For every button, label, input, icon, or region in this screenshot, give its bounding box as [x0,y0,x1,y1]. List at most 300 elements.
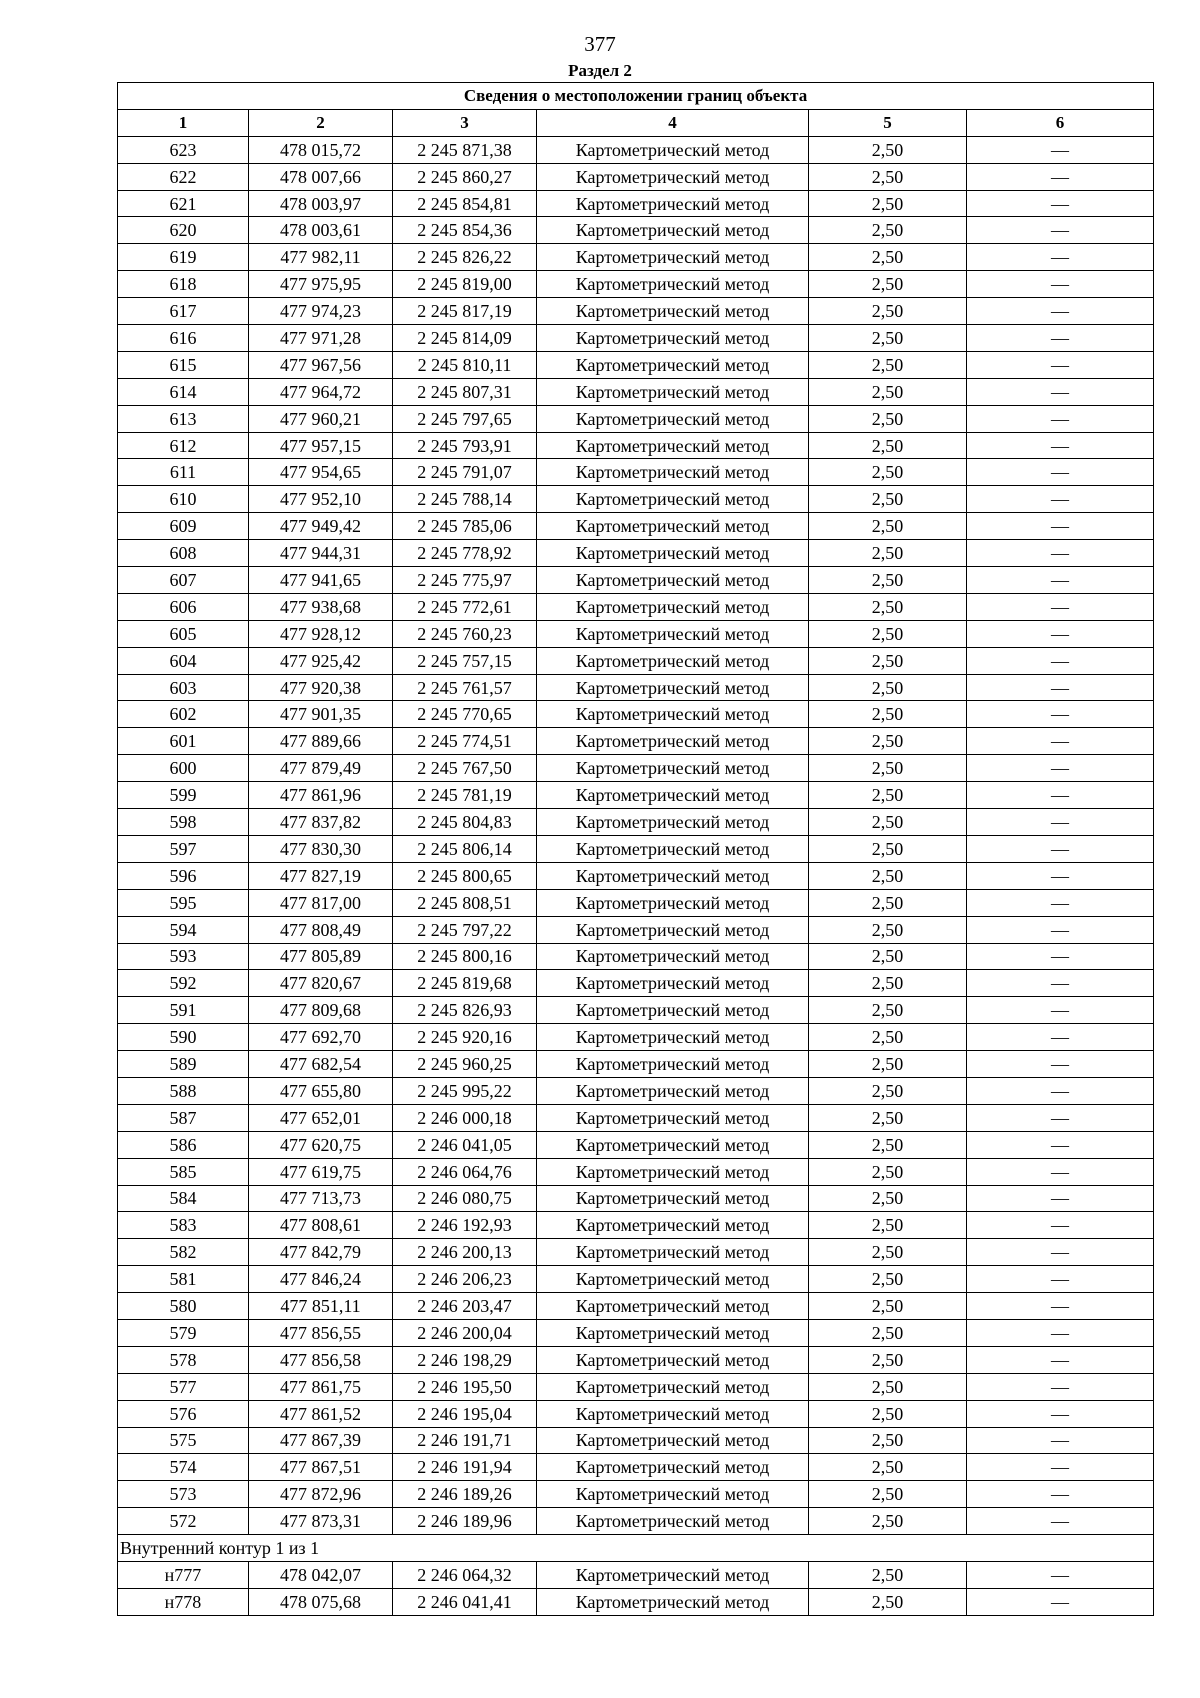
table-cell: 477 957,15 [249,432,393,459]
table-cell: 477 809,68 [249,997,393,1024]
table-cell: 2 245 920,16 [393,1024,537,1051]
table-cell: 2 245 817,19 [393,298,537,325]
table-row [118,647,1154,674]
table-cell: — [967,378,1154,405]
table-row [118,728,1154,755]
table-cell: 477 928,12 [249,620,393,647]
table-cell: 477 974,23 [249,298,393,325]
table-cell: 477 846,24 [249,1266,393,1293]
table-cell: 2 245 814,09 [393,325,537,352]
column-header: 6 [967,109,1154,136]
table-cell: 2,50 [809,1131,967,1158]
table-cell: 2 245 788,14 [393,486,537,513]
table-cell: 601 [118,728,249,755]
table-cell: 477 925,42 [249,647,393,674]
table-cell: 597 [118,835,249,862]
table-cell: 2 245 860,27 [393,163,537,190]
table-cell: — [967,674,1154,701]
table-cell: — [967,163,1154,190]
table-cell: 477 964,72 [249,378,393,405]
table-cell: 2,50 [809,163,967,190]
table-row [118,835,1154,862]
table-cell: 593 [118,943,249,970]
table-cell: 2 245 854,81 [393,190,537,217]
column-header: 3 [393,109,537,136]
table-cell: 611 [118,459,249,486]
table-cell: 2,50 [809,916,967,943]
table-cell: 477 867,39 [249,1427,393,1454]
table-cell: 2 245 806,14 [393,835,537,862]
table-cell: Картометрический метод [537,513,809,540]
table-cell: — [967,1266,1154,1293]
table-cell: Картометрический метод [537,1454,809,1481]
table-cell: 2,50 [809,1104,967,1131]
table-cell: Картометрический метод [537,163,809,190]
table-row [118,1454,1154,1481]
table-cell: Картометрический метод [537,1588,809,1615]
table-cell: — [967,1508,1154,1535]
table-caption-row [118,83,1154,110]
table-cell: 594 [118,916,249,943]
table-cell: 2 245 960,25 [393,1051,537,1078]
table-cell: Картометрический метод [537,835,809,862]
table-row [118,432,1154,459]
table-cell: 2 246 191,71 [393,1427,537,1454]
table-row [118,567,1154,594]
table-cell: Картометрический метод [537,136,809,163]
table-cell: 608 [118,540,249,567]
table-cell: 2,50 [809,1427,967,1454]
table-row [118,298,1154,325]
table-cell: 2 246 203,47 [393,1293,537,1320]
table-cell: 2 246 189,26 [393,1481,537,1508]
table-cell: 2,50 [809,835,967,862]
table-cell: 477 960,21 [249,405,393,432]
table-cell: 622 [118,163,249,190]
table-cell: 2,50 [809,351,967,378]
table-row [118,513,1154,540]
table-cell: — [967,1319,1154,1346]
table-cell: 477 971,28 [249,325,393,352]
table-cell: 2,50 [809,809,967,836]
column-header: 5 [809,109,967,136]
table-row [118,1427,1154,1454]
table-cell: 577 [118,1373,249,1400]
table-cell: 477 619,75 [249,1158,393,1185]
table-cell: 598 [118,809,249,836]
table-cell: 477 856,55 [249,1319,393,1346]
table-cell: Картометрический метод [537,1319,809,1346]
table-cell: Картометрический метод [537,943,809,970]
table-cell: 477 879,49 [249,755,393,782]
table-row [118,943,1154,970]
table-cell: 2 245 781,19 [393,782,537,809]
table-cell: — [967,298,1154,325]
table-cell: 477 713,73 [249,1185,393,1212]
table-row [118,1077,1154,1104]
table-cell: 2 245 808,51 [393,889,537,916]
table-cell: — [967,217,1154,244]
table-cell: 2,50 [809,1588,967,1615]
table-cell: — [967,1131,1154,1158]
table-cell: 2,50 [809,459,967,486]
table-cell: 2,50 [809,136,967,163]
table-cell: — [967,567,1154,594]
table-cell: 2 246 191,94 [393,1454,537,1481]
table-row [118,1158,1154,1185]
table-cell: 2,50 [809,782,967,809]
table-cell: — [967,513,1154,540]
table-cell: 2,50 [809,271,967,298]
table-row [118,1588,1154,1615]
table-row [118,1185,1154,1212]
table-cell: 477 873,31 [249,1508,393,1535]
table-cell: 2 245 797,65 [393,405,537,432]
table-cell: — [967,351,1154,378]
table-cell: 619 [118,244,249,271]
table-cell: 2 246 195,50 [393,1373,537,1400]
table-cell: н778 [118,1588,249,1615]
table-cell: 589 [118,1051,249,1078]
table-cell: Картометрический метод [537,755,809,782]
table-cell: 2 245 772,61 [393,593,537,620]
table-cell: — [967,835,1154,862]
table-row [118,190,1154,217]
table-cell: 2,50 [809,943,967,970]
table-cell: Картометрический метод [537,298,809,325]
table-cell: 606 [118,593,249,620]
table-cell: — [967,1481,1154,1508]
table-cell: 478 003,97 [249,190,393,217]
table-cell: 2,50 [809,567,967,594]
table-cell: 477 837,82 [249,809,393,836]
table-cell: 2,50 [809,593,967,620]
table-cell: 612 [118,432,249,459]
table-cell: 2 246 206,23 [393,1266,537,1293]
table-cell: 2,50 [809,674,967,701]
table-cell: Картометрический метод [537,916,809,943]
table-cell: — [967,647,1154,674]
table-cell: 585 [118,1158,249,1185]
table-body [118,136,1154,1534]
table-cell: 477 861,75 [249,1373,393,1400]
table-row [118,1239,1154,1266]
table-cell: — [967,540,1154,567]
table-cell: 478 003,61 [249,217,393,244]
table-cell: 2,50 [809,728,967,755]
table-cell: — [967,862,1154,889]
table-cell: 478 042,07 [249,1561,393,1588]
table-caption: Сведения о местоположении границ объекта [118,83,1154,110]
table-cell: Картометрический метод [537,486,809,513]
table-cell: 477 692,70 [249,1024,393,1051]
table-row [118,755,1154,782]
table-cell: 616 [118,325,249,352]
table-row [118,970,1154,997]
table-cell: 2 245 778,92 [393,540,537,567]
table-cell: 2 245 804,83 [393,809,537,836]
inner-contour-label: Внутренний контур 1 из 1 [118,1535,1154,1562]
table-cell: 2,50 [809,889,967,916]
table-cell: Картометрический метод [537,997,809,1024]
table-cell: — [967,325,1154,352]
table-row [118,889,1154,916]
table-cell: 477 938,68 [249,593,393,620]
table-row [118,593,1154,620]
table-cell: 2,50 [809,1508,967,1535]
table-cell: 2,50 [809,755,967,782]
table-cell: 590 [118,1024,249,1051]
table-cell: 580 [118,1293,249,1320]
table-cell: Картометрический метод [537,1239,809,1266]
table-cell: — [967,190,1154,217]
table-cell: 2 245 791,07 [393,459,537,486]
table-cell: 614 [118,378,249,405]
table-cell: 477 851,11 [249,1293,393,1320]
table-cell: 572 [118,1508,249,1535]
table-cell: 2,50 [809,620,967,647]
table-cell: 2,50 [809,1185,967,1212]
table-cell: 618 [118,271,249,298]
table-cell: — [967,1588,1154,1615]
table-cell: 2 245 800,65 [393,862,537,889]
table-cell: Картометрический метод [537,432,809,459]
table-cell: 587 [118,1104,249,1131]
table-cell: Картометрический метод [537,1373,809,1400]
column-header: 4 [537,109,809,136]
column-header-row [118,109,1154,136]
table-cell: 477 872,96 [249,1481,393,1508]
table-cell: — [967,1239,1154,1266]
table-row [118,862,1154,889]
table-cell: 2 245 760,23 [393,620,537,647]
table-cell: 596 [118,862,249,889]
table-cell: — [967,970,1154,997]
table-cell: Картометрический метод [537,271,809,298]
table-cell: 604 [118,647,249,674]
table-cell: — [967,943,1154,970]
table-cell: 2,50 [809,217,967,244]
table-row [118,378,1154,405]
table-cell: 609 [118,513,249,540]
table-cell: 477 861,52 [249,1400,393,1427]
table-cell: 2 245 761,57 [393,674,537,701]
table-cell: — [967,405,1154,432]
table-cell: 2 245 826,22 [393,244,537,271]
table-cell: 2,50 [809,1024,967,1051]
table-cell: 2 246 192,93 [393,1212,537,1239]
table-cell: — [967,1454,1154,1481]
table-cell: Картометрический метод [537,1131,809,1158]
table-row [118,1212,1154,1239]
table-cell: 477 620,75 [249,1131,393,1158]
table-cell: Картометрический метод [537,244,809,271]
table-cell: Картометрический метод [537,1346,809,1373]
table-cell: 2 246 200,04 [393,1319,537,1346]
table-cell: 2,50 [809,405,967,432]
table-cell: 2,50 [809,432,967,459]
table-cell: 2 245 800,16 [393,943,537,970]
table-cell: 2 246 000,18 [393,1104,537,1131]
table-cell: — [967,1427,1154,1454]
table-cell: 591 [118,997,249,1024]
table-row [118,459,1154,486]
table-cell: 2,50 [809,1158,967,1185]
table-row [118,271,1154,298]
table-cell: — [967,593,1154,620]
table-cell: 2 245 770,65 [393,701,537,728]
table-cell: 2 245 767,50 [393,755,537,782]
table-cell: 2,50 [809,1239,967,1266]
table-cell: 2,50 [809,513,967,540]
table-cell: Картометрический метод [537,970,809,997]
table-cell: Картометрический метод [537,325,809,352]
table-row [118,674,1154,701]
inner-contour-body [118,1535,1154,1616]
table-cell: 579 [118,1319,249,1346]
table-cell: 599 [118,782,249,809]
table-cell: 2,50 [809,1212,967,1239]
table-cell: 2,50 [809,1266,967,1293]
table-cell: 2,50 [809,1293,967,1320]
table-cell: 603 [118,674,249,701]
table-row [118,486,1154,513]
table-cell: — [967,1212,1154,1239]
table-cell: 2 245 774,51 [393,728,537,755]
table-cell: Картометрический метод [537,593,809,620]
table-cell: 477 805,89 [249,943,393,970]
table-cell: 623 [118,136,249,163]
table-row [118,916,1154,943]
table-cell: 2 245 854,36 [393,217,537,244]
table-cell: 2 246 064,76 [393,1158,537,1185]
table-cell: 2 246 195,04 [393,1400,537,1427]
table-cell: 477 982,11 [249,244,393,271]
table-cell: 2 246 064,32 [393,1561,537,1588]
table-cell: Картометрический метод [537,862,809,889]
table-cell: 2 246 200,13 [393,1239,537,1266]
table-cell: 2 245 995,22 [393,1077,537,1104]
table-cell: 575 [118,1427,249,1454]
table-cell: Картометрический метод [537,567,809,594]
page-number: 377 [584,32,616,56]
table-cell: 2,50 [809,378,967,405]
table-cell: 2,50 [809,647,967,674]
table-cell: 2,50 [809,1454,967,1481]
table-cell: 477 682,54 [249,1051,393,1078]
table-row [118,1051,1154,1078]
table-cell: 583 [118,1212,249,1239]
table-cell: 2 245 757,15 [393,647,537,674]
table-cell: 477 820,67 [249,970,393,997]
table-cell: Картометрический метод [537,674,809,701]
table-cell: 2 246 041,41 [393,1588,537,1615]
table-row [118,620,1154,647]
table-cell: — [967,1346,1154,1373]
table-cell: — [967,809,1154,836]
table-cell: 576 [118,1400,249,1427]
table-cell: 477 861,96 [249,782,393,809]
table-cell: — [967,1185,1154,1212]
table-cell: 477 830,30 [249,835,393,862]
table-cell: 2,50 [809,862,967,889]
table-cell: 582 [118,1239,249,1266]
table-cell: 610 [118,486,249,513]
table-cell: Картометрический метод [537,378,809,405]
table-cell: 613 [118,405,249,432]
table-cell: 477 808,49 [249,916,393,943]
table-cell: Картометрический метод [537,782,809,809]
table-cell: 2 246 080,75 [393,1185,537,1212]
table-cell: Картометрический метод [537,1400,809,1427]
table-cell: 2 245 819,00 [393,271,537,298]
table-cell: 477 889,66 [249,728,393,755]
table-cell: 477 949,42 [249,513,393,540]
table-cell: 477 975,95 [249,271,393,298]
table-cell: 615 [118,351,249,378]
table-cell: 2 245 871,38 [393,136,537,163]
table-cell: — [967,1158,1154,1185]
table-row [118,1481,1154,1508]
table-cell: Картометрический метод [537,620,809,647]
table-row [118,136,1154,163]
table-cell: Картометрический метод [537,405,809,432]
section-title: Раздел 2 [568,61,632,80]
coordinates-table [117,82,1154,1616]
table-cell: — [967,244,1154,271]
table-cell: 2,50 [809,486,967,513]
table-cell: 477 652,01 [249,1104,393,1131]
table-cell: 477 920,38 [249,674,393,701]
table-cell: 477 817,00 [249,889,393,916]
table-row [118,1131,1154,1158]
table-cell: — [967,916,1154,943]
table-cell: 617 [118,298,249,325]
table-row [118,997,1154,1024]
table-cell: Картометрический метод [537,1212,809,1239]
table-cell: Картометрический метод [537,1077,809,1104]
table-cell: 477 827,19 [249,862,393,889]
table-cell: — [967,728,1154,755]
table-cell: 2 245 775,97 [393,567,537,594]
table-cell: Картометрический метод [537,1481,809,1508]
table-cell: — [967,1400,1154,1427]
table-row [118,351,1154,378]
table-cell: Картометрический метод [537,217,809,244]
table-row [118,1346,1154,1373]
table-cell: 581 [118,1266,249,1293]
table-row [118,1373,1154,1400]
table-row [118,782,1154,809]
table-cell: 477 842,79 [249,1239,393,1266]
table-cell: — [967,1051,1154,1078]
table-row [118,1508,1154,1535]
table-cell: Картометрический метод [537,1185,809,1212]
table-cell: 2,50 [809,298,967,325]
table-cell: — [967,432,1154,459]
table-cell: Картометрический метод [537,809,809,836]
table-cell: — [967,486,1154,513]
table-cell: 477 952,10 [249,486,393,513]
table-cell: 2,50 [809,325,967,352]
table-cell: 2,50 [809,1373,967,1400]
table-cell: — [967,1293,1154,1320]
table-cell: 620 [118,217,249,244]
table-cell: Картометрический метод [537,190,809,217]
table-cell: 2 245 826,93 [393,997,537,1024]
table-cell: 2,50 [809,540,967,567]
table-cell: — [967,755,1154,782]
